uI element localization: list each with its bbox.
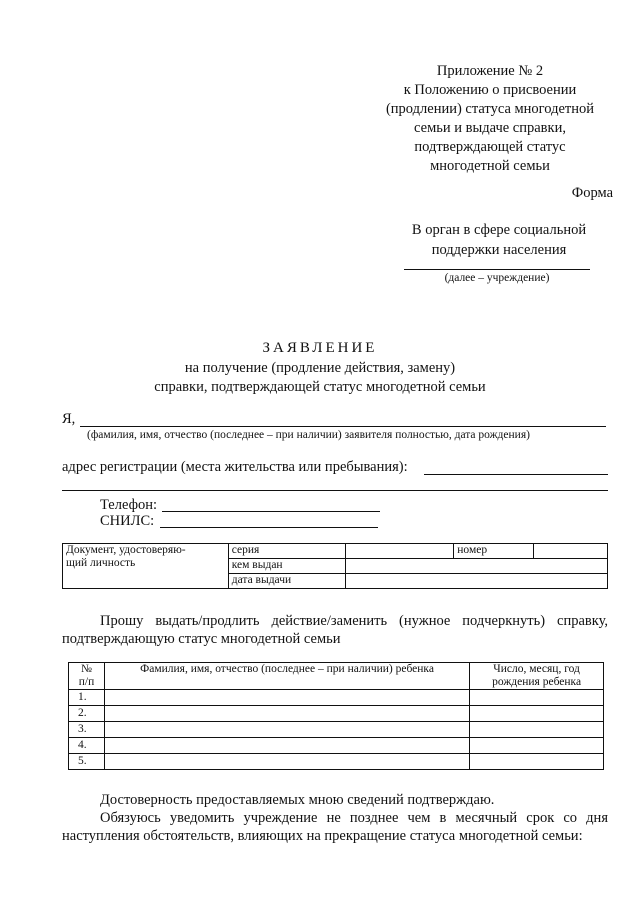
table-row xyxy=(69,706,604,722)
row-number: 2. xyxy=(69,706,105,722)
row-number: 4. xyxy=(69,738,105,754)
recipient-block xyxy=(388,220,610,260)
table-row xyxy=(69,722,604,738)
header-num-1: № xyxy=(80,663,92,675)
appendix-line-1: Приложение № 2 xyxy=(436,63,544,79)
series-field[interactable] xyxy=(345,544,454,559)
address-label: адрес регистрации (места жительства или пребывания): xyxy=(62,459,408,475)
appendix-header xyxy=(368,62,612,176)
form-label: Форма xyxy=(571,185,613,201)
child-name-field[interactable] xyxy=(104,706,469,722)
doc-type-label-2: щий личность xyxy=(66,557,136,569)
child-dob-field[interactable] xyxy=(470,706,604,722)
address-line-2[interactable] xyxy=(62,490,608,491)
applicant-i-label: Я, xyxy=(62,411,76,427)
child-name-field[interactable] xyxy=(104,690,469,706)
table-row xyxy=(69,738,604,754)
appendix-line-6: многодетной семьи xyxy=(430,158,550,174)
doc-type-cell xyxy=(63,544,229,589)
applicant-name-line[interactable] xyxy=(80,426,606,427)
appendix-line-2: к Положению о присвоении xyxy=(403,82,577,98)
number-label: номер xyxy=(454,544,534,559)
child-dob-field[interactable] xyxy=(470,754,604,770)
header-child-dob xyxy=(470,663,604,690)
recipient-fill-line[interactable] xyxy=(404,269,590,270)
child-name-field[interactable] xyxy=(104,722,469,738)
identity-document-table xyxy=(62,543,608,589)
appendix-line-3: (продлении) статуса многодетной xyxy=(385,101,595,117)
doc-type-label-1: Документ, удостоверяю- xyxy=(66,544,186,556)
row-number: 3. xyxy=(69,722,105,738)
obligation-paragraph: Обязуюсь уведомить учреждение не позднее чем в месячный срок со дня наступления обстоятельств, влияющих на прекращение статуса многодетной семьи: xyxy=(62,810,608,844)
subtitle-line-2: справки, подтверждающей статус многодетной семьи xyxy=(154,379,486,395)
children-table xyxy=(68,662,604,770)
phone-line[interactable] xyxy=(162,511,380,512)
snils-label: СНИЛС: xyxy=(100,513,155,529)
header-child-name: Фамилия, имя, отчество (последнее – при наличии) ребенка xyxy=(104,663,469,690)
issued-by-label: кем выдан xyxy=(228,559,345,574)
recipient-line-2: поддержки населения xyxy=(431,242,567,258)
child-dob-field[interactable] xyxy=(470,722,604,738)
issue-date-label: дата выдачи xyxy=(228,574,345,589)
table-row xyxy=(69,754,604,770)
appendix-line-5: подтверждающей статус xyxy=(414,139,566,155)
document-title: ЗАЯВЛЕНИЕ xyxy=(262,340,378,356)
header-num xyxy=(69,663,105,690)
request-paragraph: Прошу выдать/продлить действие/заменить (нужное подчеркнуть) справку, подтверждающую статус многодетной семьи xyxy=(62,613,608,647)
issue-date-field[interactable] xyxy=(345,574,607,589)
applicant-name-hint: (фамилия, имя, отчество (последнее – при наличии) заявителя полностью, дата рождения) xyxy=(87,429,530,441)
subtitle-line-1: на получение (продление действия, замену) xyxy=(184,360,456,376)
row-number: 5. xyxy=(69,754,105,770)
row-number: 1. xyxy=(69,690,105,706)
header-dob-1: Число, месяц, год xyxy=(493,663,580,675)
child-name-field[interactable] xyxy=(104,754,469,770)
child-name-field[interactable] xyxy=(104,738,469,754)
phone-label: Телефон: xyxy=(100,497,158,513)
recipient-line-1: В орган в сфере социальной xyxy=(411,222,587,238)
appendix-line-4: семьи и выдаче справки, xyxy=(414,120,566,136)
child-dob-field[interactable] xyxy=(470,738,604,754)
recipient-hint: (далее – учреждение) xyxy=(444,272,550,284)
issued-by-field[interactable] xyxy=(345,559,607,574)
number-field[interactable] xyxy=(534,544,608,559)
child-dob-field[interactable] xyxy=(470,690,604,706)
snils-line[interactable] xyxy=(160,527,378,528)
address-line-1[interactable] xyxy=(424,474,608,475)
table-row xyxy=(69,690,604,706)
confirmation-text: Достоверность предоставляемых мною сведений подтверждаю. xyxy=(100,792,495,808)
header-num-2: п/п xyxy=(78,676,95,688)
series-label: серия xyxy=(228,544,345,559)
header-dob-2: рождения ребенка xyxy=(492,676,582,688)
